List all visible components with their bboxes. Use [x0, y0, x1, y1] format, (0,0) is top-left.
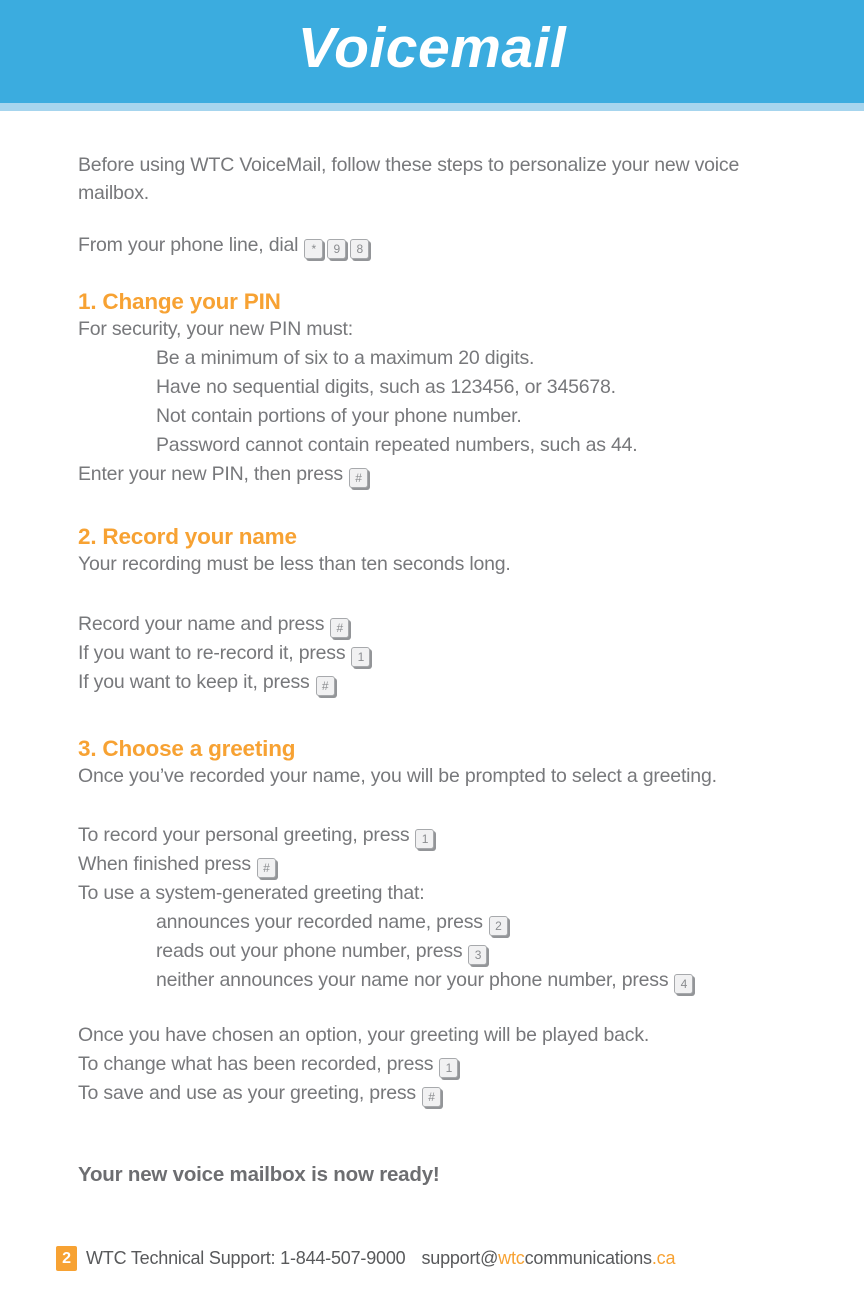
- page-content: [0, 151, 864, 1188]
- key-3-icon: 3: [468, 945, 487, 965]
- section-3-heading: 3. Choose a greeting: [78, 736, 296, 761]
- system-greeting-option: [78, 908, 794, 937]
- intro-paragraph: Before using WTC VoiceMail, follow these steps to personalize your new voice mailbox.: [78, 154, 740, 204]
- dial-instruction: [78, 231, 794, 259]
- page-title: Voicemail: [297, 15, 567, 80]
- key-pound-icon: #: [316, 676, 335, 696]
- greeting-step: [78, 850, 794, 879]
- record-step: [78, 610, 794, 639]
- system-greeting-option: [78, 937, 794, 966]
- greeting-step-text: To record your personal greeting, press: [78, 824, 410, 846]
- key-star-icon: *: [304, 239, 323, 259]
- section-2-lead: Your recording must be less than ten seconds long.: [78, 553, 511, 575]
- system-option-text: reads out your phone number, press: [156, 940, 463, 962]
- email-part: support@: [421, 1248, 499, 1268]
- page-number-badge: 2: [56, 1246, 77, 1271]
- section-3-lead: Once you’ve recorded your name, you will be prompted to select a greeting.: [78, 765, 717, 787]
- key-8-icon: 8: [350, 239, 369, 259]
- pin-rule: Password cannot contain repeated numbers, such as 44.: [156, 434, 638, 456]
- page-footer: [0, 1246, 864, 1271]
- support-phone-text: WTC Technical Support: 1-844-507-9000: [86, 1248, 406, 1268]
- closing-statement: Your new voice mailbox is now ready!: [78, 1163, 440, 1186]
- dial-text: From your phone line, dial: [78, 234, 299, 256]
- section-2-heading: 2. Record your name: [78, 524, 297, 549]
- header-banner: [0, 0, 864, 111]
- outro-step-text: To save and use as your greeting, press: [78, 1082, 416, 1104]
- greeting-step: [78, 821, 794, 850]
- record-step: [78, 639, 794, 668]
- record-step-text: If you want to keep it, press: [78, 671, 310, 693]
- system-option-text: announces your recorded name, press: [156, 911, 483, 933]
- pin-rule: Not contain portions of your phone number.: [156, 405, 522, 427]
- key-1-icon: 1: [351, 647, 370, 667]
- playback-note: Once you have chosen an option, your greeting will be played back.: [78, 1024, 650, 1046]
- email-part-tld: .ca: [651, 1248, 676, 1268]
- key-pound-icon: #: [257, 858, 276, 878]
- pin-rule: Have no sequential digits, such as 123456, or 345678.: [156, 376, 616, 398]
- email-part-brand: wtc: [498, 1248, 525, 1268]
- key-2-icon: 2: [489, 916, 508, 936]
- system-greeting-option: [78, 966, 794, 995]
- key-1-icon: 1: [415, 829, 434, 849]
- greeting-step-text: When finished press: [78, 853, 251, 875]
- email-part: communications: [524, 1248, 652, 1268]
- record-step-text: Record your name and press: [78, 613, 325, 635]
- enter-pin-text: Enter your new PIN, then press: [78, 463, 343, 485]
- system-option-text: neither announces your name nor your phone number, press: [156, 969, 669, 991]
- key-9-icon: 9: [327, 239, 346, 259]
- enter-pin-instruction: [78, 460, 794, 489]
- key-1-icon: 1: [439, 1058, 458, 1078]
- key-pound-icon: #: [349, 468, 368, 488]
- outro-step: [78, 1079, 794, 1108]
- key-pound-icon: #: [330, 618, 349, 638]
- record-step: [78, 668, 794, 697]
- system-greeting-lead: To use a system-generated greeting that:: [78, 882, 425, 904]
- record-step-text: If you want to re-record it, press: [78, 642, 346, 664]
- section-1-lead: For security, your new PIN must:: [78, 318, 353, 340]
- section-1-heading: 1. Change your PIN: [78, 289, 281, 314]
- key-4-icon: 4: [674, 974, 693, 994]
- support-email: [421, 1248, 675, 1269]
- outro-step: [78, 1050, 794, 1079]
- outro-step-text: To change what has been recorded, press: [78, 1053, 434, 1075]
- key-pound-icon: #: [422, 1087, 441, 1107]
- pin-rule: Be a minimum of six to a maximum 20 digits.: [156, 347, 535, 369]
